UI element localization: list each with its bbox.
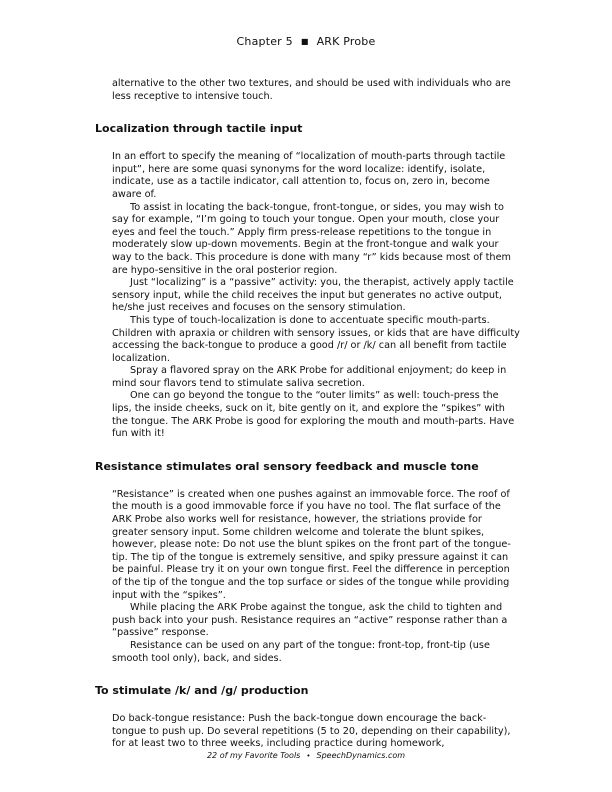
paragraph: Resistance can be used on any part of the tongue: front-top, front-tip (use smooth tool only), back, and sides. — [112, 639, 490, 664]
footer-left-text: 22 of my Favorite Tools — [206, 751, 301, 760]
paragraph: To assist in locating the back-tongue, front-tongue, or sides, you may wish to say for example, “I’m going to touch your tongue. Open your mouth, close your eyes and feel the touch.” Apply firm press-release repetitions to the tongue in moderately slow up-down movements. Begin at the front-tongue and walk your way to the back. This procedure is done with many “r” kids because most of them are hypo-sensitive in the oral posterior region. — [112, 201, 511, 276]
paragraph: While placing the ARK Probe against the tongue, ask the child to tighten and push back into your push. Resistance requires an “active” response rather than a “passive” response. — [112, 602, 508, 639]
page-header — [0, 35, 612, 48]
section-heading-localization: Localization through tactile input — [95, 122, 303, 136]
footer-separator: • — [306, 752, 311, 760]
intro-paragraph: alternative to the other two textures, and should be used with individuals who are less receptive to intensive touch. — [112, 78, 511, 102]
chapter-label: Chapter 5 — [236, 35, 293, 48]
paragraph: Spray a flavored spray on the ARK Probe for additional enjoyment; do keep in mind sour flavors tend to stimulate saliva secretion. — [112, 365, 507, 389]
footer-website: SpeechDynamics.com — [316, 751, 406, 760]
header-separator: ■ — [300, 37, 309, 46]
chapter-title: ARK Probe — [316, 35, 376, 48]
section-resistance — [112, 489, 520, 665]
paragraph: Do back-tongue resistance: Push the back-tongue down encourage the back-tongue to push up. Do several repetitions (5 to 20, depending on their capability), for at least two to three weeks, including practice during homework, — [112, 713, 511, 750]
page-body — [95, 78, 520, 751]
paragraph: “Resistance” is created when one pushes against an immovable force. The roof of the mouth is a good immovable force if you have no tool. The flat surface of the ARK Probe also works well for resistance, however, the striations provide for greater sensory input. Some children welcome and tolerate the blunt spikes, however, please note: Do not use the blunt spikes on the front part of the tongue-tip. The tip of the tongue is extremely sensitive, and spiky pressure against it can be painful. Please try it on your own tongue first. Feel the difference in perception of the tip of the tongue and the top surface or sides of the tongue while providing input with the “spikes”. — [112, 488, 511, 601]
section-k-g-production — [112, 713, 520, 751]
paragraph: Just “localizing” is a “passive” activity: you, the therapist, actively apply tactile sensory input, while the child receives the input but generates no active output, he/she just receives and focuses on the sensory stimulation. — [112, 277, 514, 314]
section-heading-resistance: Resistance stimulates oral sensory feedback and muscle tone — [95, 459, 479, 473]
section-heading-k-g-production: To stimulate /k/ and /g/ production — [95, 684, 309, 698]
paragraph: In an effort to specify the meaning of “localization of mouth-parts through tactile input”, here are some quasi synonyms for the word localize: identify, isolate, indicate, use as a tactile indicator, call attention to, focus on, zero in, become aware of. — [112, 151, 506, 200]
page-footer — [0, 751, 612, 760]
section-localization — [112, 151, 520, 441]
paragraph: One can go beyond the tongue to the “outer limits” as well: touch-press the lips, the inside cheeks, suck on it, bite gently on it, and explore the “spikes” with the tongue. The ARK Probe is good for exploring the mouth and mouth-parts. Have fun with it! — [112, 390, 515, 440]
paragraph: This type of touch-localization is done to accentuate specific mouth-parts. Children with apraxia or children with sensory issues, or kids that are have difficulty accessing the back-tongue to produce a good /r/ or /k/ can all benefit from tactile localization. — [112, 314, 520, 364]
